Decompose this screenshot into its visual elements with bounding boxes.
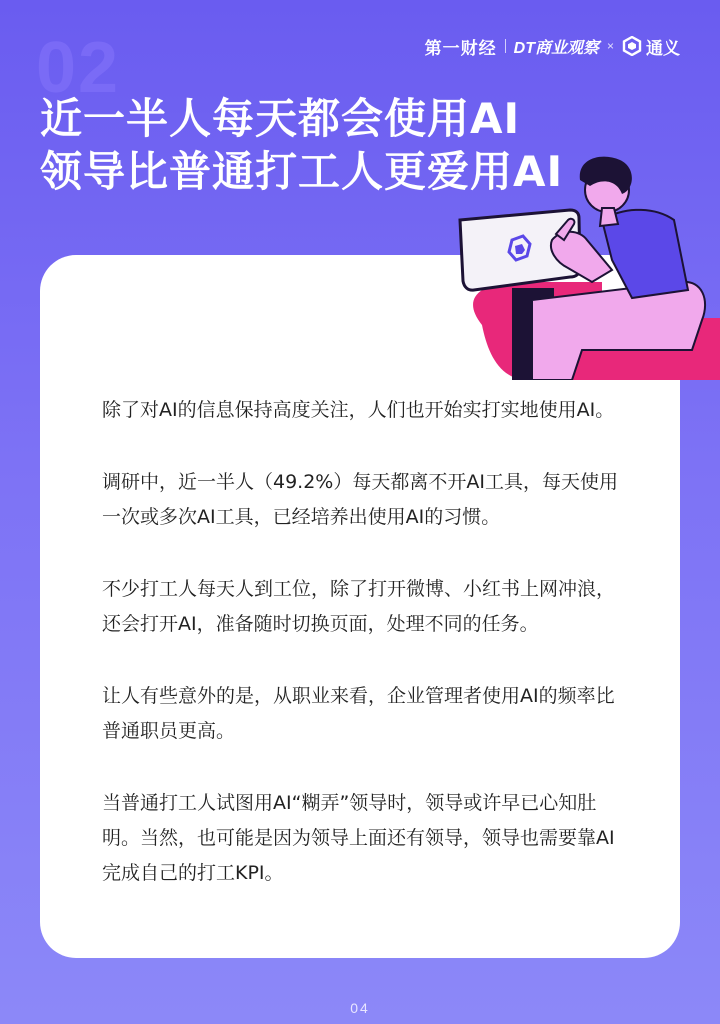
paragraph: 不少打工人每天人到工位，除了打开微博、小红书上网冲浪，还会打开AI，准备随时切换页面，处理不同的任务。 bbox=[102, 578, 616, 635]
title-line-1: 近一半人每天都会使用AI bbox=[40, 94, 521, 143]
caijing-logo: 第一财经 bbox=[424, 38, 497, 58]
section-number: 02 bbox=[36, 28, 121, 108]
paragraph: 除了对AI的信息保持高度关注，人们也开始实打实地使用AI。 bbox=[102, 399, 615, 421]
title-line-2: 领导比普通打工人更爱用AI bbox=[40, 147, 564, 196]
paragraph: 让人有些意外的是，从职业来看，企业管理者使用AI的频率比普通职员更高。 bbox=[102, 685, 615, 742]
brand-divider bbox=[505, 39, 506, 53]
paragraph: 当普通打工人试图用AI“糊弄”领导时，领导或许早已心知肚明。当然，也可能是因为领导上面还有领导，领导也需要靠AI完成自己的打工KPI。 bbox=[102, 792, 615, 884]
tongyi-label: 通义 bbox=[646, 38, 680, 58]
person-with-tablet-illustration bbox=[452, 150, 720, 380]
dt-logo: DT商业观察 bbox=[513, 39, 599, 57]
neck-shape bbox=[600, 208, 618, 226]
tongyi-icon bbox=[622, 36, 642, 56]
brand-bar bbox=[425, 34, 680, 58]
paragraph: 调研中，近一半人（49.2%）每天都离不开AI工具，每天使用一次或多次AI工具，已经培养出使用AI的习惯。 bbox=[102, 471, 618, 528]
page-number: 04 bbox=[350, 1000, 370, 1016]
card-body bbox=[102, 393, 628, 928]
tongyi-logo bbox=[622, 34, 680, 59]
brand-cross: × bbox=[606, 39, 614, 53]
